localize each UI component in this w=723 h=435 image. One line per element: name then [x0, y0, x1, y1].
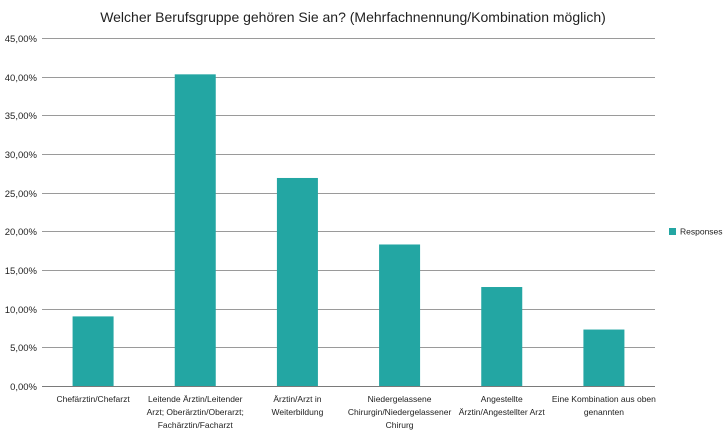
legend: [669, 227, 723, 237]
y-tick-label: 20,00%: [4, 227, 37, 238]
y-tick-label: 25,00%: [4, 189, 37, 200]
x-category-label: Fachärztin/Facharzt: [157, 420, 233, 430]
bar: [583, 330, 624, 386]
gridlines: [42, 39, 655, 387]
x-category-label: Ärztin/Arzt in: [273, 394, 322, 404]
x-category-label: Leitende Ärztin/Leitender: [147, 394, 243, 404]
x-category-label: Weiterbildung: [271, 407, 324, 417]
bar: [175, 74, 216, 386]
bars: [73, 74, 625, 386]
y-tick-label: 0,00%: [10, 382, 37, 393]
x-category-label: Chirurg: [385, 420, 414, 430]
chart-title: Welcher Berufsgruppe gehören Sie an? (Mehrfachnennung/Kombination möglich): [100, 9, 606, 25]
x-category-label: Chefärztin/Chefarzt: [56, 394, 130, 404]
y-tick-label: 30,00%: [4, 150, 37, 161]
bar: [73, 316, 114, 386]
x-category-label: Angestellte: [480, 394, 523, 404]
x-category-label: Arzt; Oberärztin/Oberarzt;: [146, 407, 244, 417]
y-tick-label: 5,00%: [10, 343, 37, 354]
y-tick-label: 35,00%: [4, 111, 37, 122]
y-tick-label: 10,00%: [4, 305, 37, 316]
bar: [277, 178, 318, 386]
x-category-label: genannten: [583, 407, 625, 417]
y-tick-label: 45,00%: [4, 34, 37, 45]
y-tick-label: 40,00%: [4, 73, 37, 84]
bar: [379, 244, 420, 386]
y-axis-ticks: [5, 34, 38, 393]
x-category-label: Ärztin/Angestellter Arzt: [458, 407, 545, 417]
x-category-label: Eine Kombination aus oben: [551, 394, 656, 404]
bar: [481, 287, 522, 386]
y-tick-label: 15,00%: [4, 266, 37, 277]
legend-swatch: [669, 228, 676, 235]
x-category-label: Niedergelassene: [367, 394, 432, 404]
legend-label-responses: Responses: [680, 226, 723, 237]
x-axis-categories: [56, 394, 656, 430]
x-category-label: Chirurgin/Niedergelassener: [347, 407, 452, 417]
